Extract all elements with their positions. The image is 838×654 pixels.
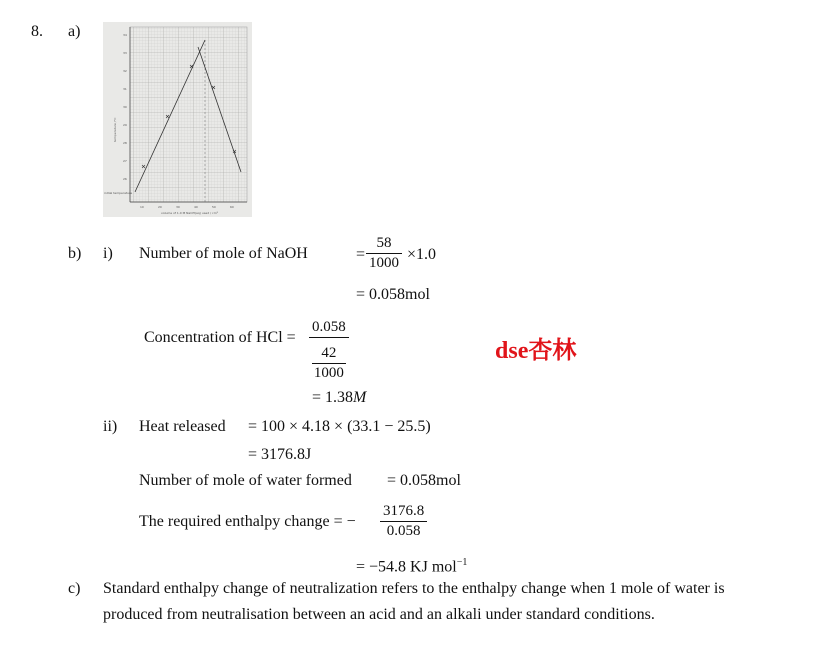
x-tick: 10 bbox=[140, 205, 144, 209]
y-axis-label: temperature /°C bbox=[113, 117, 117, 142]
fraction-denominator bbox=[309, 338, 349, 383]
fraction-enthalpy bbox=[380, 502, 427, 541]
enthalpy-exponent: −1 bbox=[456, 557, 468, 568]
fraction-numerator: 3176.8 bbox=[380, 502, 427, 522]
y-tick: 31 bbox=[123, 87, 127, 91]
fraction-numerator: 58 bbox=[366, 234, 402, 254]
heat-released-text: Heat released bbox=[139, 418, 226, 435]
watermark: dse杏林 bbox=[495, 338, 577, 364]
part-b-ii-label: ii) bbox=[103, 418, 118, 435]
y-tick: 33 bbox=[123, 51, 127, 55]
enthalpy-result bbox=[356, 553, 467, 577]
y-tick: 27 bbox=[123, 159, 127, 163]
concentration-text: Concentration of HCl = bbox=[144, 329, 296, 346]
x-tick: 20 bbox=[158, 205, 162, 209]
definition-line-1: Standard enthalpy change of neutralization refers to the enthalpy change when 1 mole of water is bbox=[103, 580, 725, 597]
x-tick: 30 bbox=[176, 205, 180, 209]
y-tick: 30 bbox=[123, 105, 127, 109]
heat-result: = 3176.8J bbox=[248, 446, 312, 463]
heat-expression: = 100 × 4.18 × (33.1 − 25.5) bbox=[248, 418, 431, 435]
concentration-value: = 1.38 bbox=[312, 389, 354, 406]
water-formed-value: = 0.058mol bbox=[387, 472, 461, 489]
fraction-numerator: 0.058 bbox=[309, 318, 349, 338]
part-b-i-label: i) bbox=[103, 245, 113, 262]
part-a-label: a) bbox=[68, 23, 81, 40]
y-tick: 32 bbox=[123, 69, 127, 73]
inner-denominator: 1000 bbox=[313, 365, 344, 381]
y-tick: 26 bbox=[123, 177, 127, 181]
y-tick: 28 bbox=[123, 141, 127, 145]
enthalpy-value: = −54.8 KJ mol bbox=[356, 558, 457, 576]
concentration-result bbox=[312, 388, 366, 408]
enthalpy-text: The required enthalpy change = − bbox=[139, 513, 356, 530]
inner-numerator: 42 bbox=[312, 344, 346, 364]
y-tick: 34 bbox=[123, 33, 127, 37]
mole-naoh-result: = 0.058mol bbox=[356, 286, 430, 303]
fraction-denominator: 1000 bbox=[369, 255, 399, 271]
temperature-graph bbox=[103, 22, 252, 217]
concentration-unit: M bbox=[353, 389, 367, 406]
part-b-label: b) bbox=[68, 245, 82, 262]
x-tick: 40 bbox=[194, 205, 198, 209]
graph-photo bbox=[103, 22, 252, 217]
mole-naoh-text: Number of mole of NaOH bbox=[139, 245, 308, 262]
definition-line-2: produced from neutralisation between an acid and an alkali under standard conditions. bbox=[103, 606, 655, 623]
x-axis-label: volume of 1.0 M NaOH(aq) used / cm³ bbox=[161, 211, 218, 215]
water-formed-text: Number of mole of water formed bbox=[139, 472, 352, 489]
equals-sign: = bbox=[356, 246, 366, 263]
fraction-naoh bbox=[366, 234, 402, 273]
fraction-denominator: 0.058 bbox=[386, 523, 421, 539]
x-tick: 60 bbox=[230, 205, 234, 209]
x-tick: 50 bbox=[212, 205, 216, 209]
fraction-concentration bbox=[309, 318, 349, 383]
y-tick: 29 bbox=[123, 123, 127, 127]
initial-temperature-label: initial temperature bbox=[104, 191, 133, 195]
question-number: 8. bbox=[31, 23, 43, 40]
multiplier: ×1.0 bbox=[407, 246, 437, 263]
part-c-label: c) bbox=[68, 580, 81, 597]
